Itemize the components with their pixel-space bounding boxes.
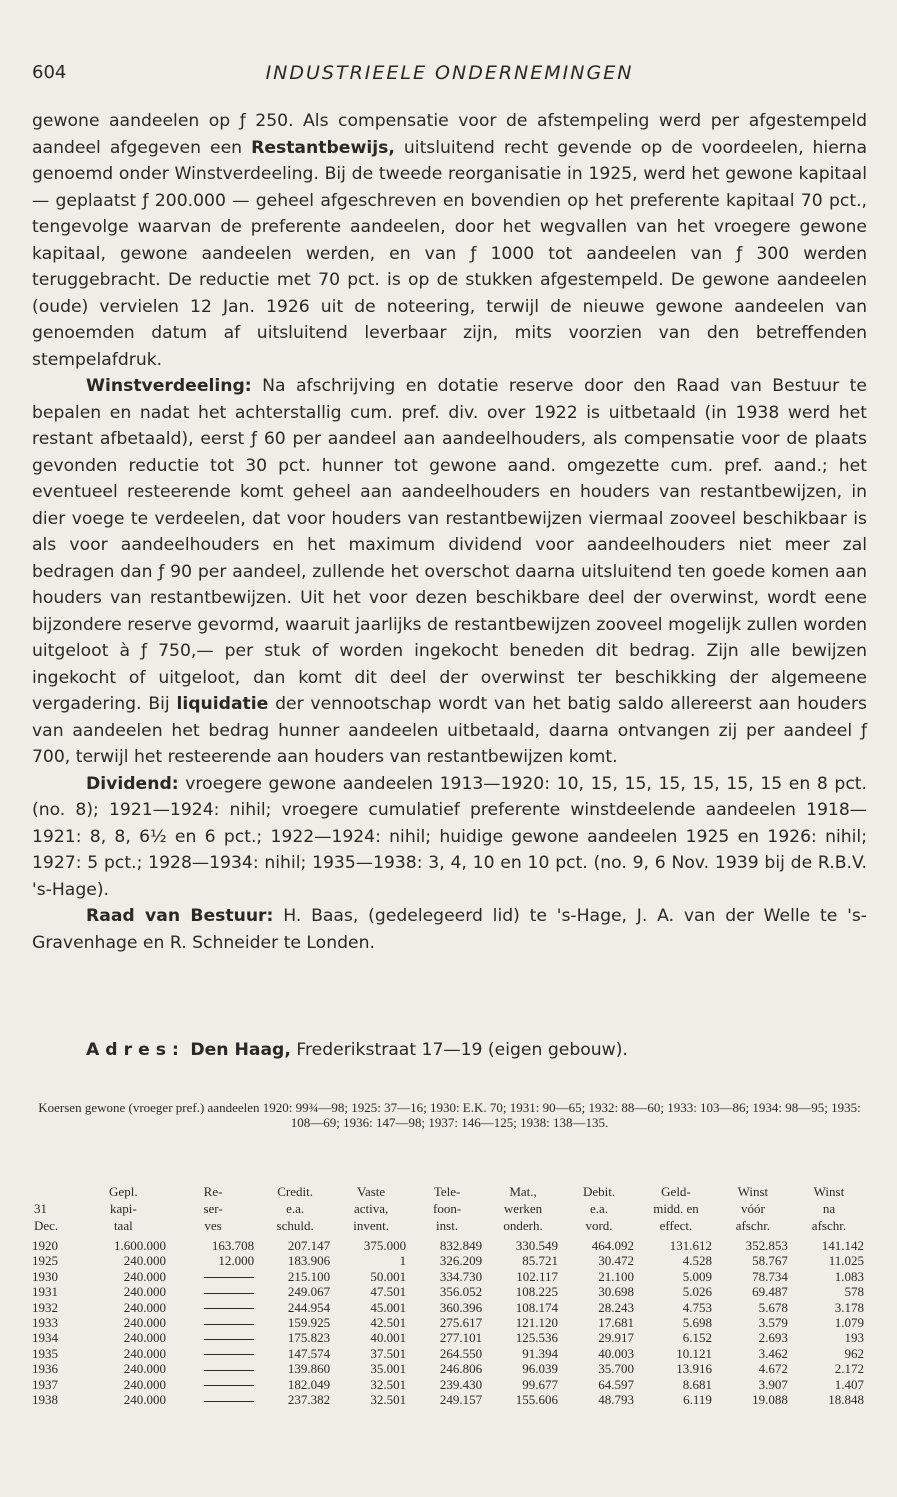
empty-dash (204, 1277, 254, 1278)
value-cell (169, 1377, 257, 1392)
column-header-line: Winst (813, 1184, 845, 1199)
value-cell: 832.849 (439, 1238, 483, 1253)
value-cell: 360.396 (439, 1299, 483, 1315)
value-cell (169, 1330, 257, 1345)
column-header (333, 1183, 409, 1238)
paragraph-winstverdeeling (32, 373, 867, 771)
table-row (32, 1392, 867, 1407)
text-run: gewone aandeelen op ƒ 250. Als compensatie voor de afstempeling werd per afgestempeld aandeel afgegeven een (32, 111, 867, 158)
value-cell: 1.079 (834, 1315, 864, 1331)
value-cell (169, 1315, 257, 1330)
value-cell: 4.528 (682, 1253, 712, 1269)
value-cell: 3.462 (758, 1345, 788, 1361)
value-cell: 175.823 (287, 1330, 331, 1346)
value-cell: 17.681 (598, 1315, 634, 1331)
text-run: H. Baas, (gedelegeerd lid) te 's-Hage, J. A. van der Welle te 's-Gravenhage en R. Schneider te Londen. (32, 906, 868, 953)
value-cell: 96.039 (522, 1361, 559, 1377)
column-header-line: Tele- (433, 1184, 461, 1199)
table-row (32, 1330, 867, 1345)
value-cell: 240.000 (123, 1330, 166, 1346)
value-cell: 10.121 (676, 1345, 712, 1361)
value-cell: 330.549 (515, 1238, 559, 1253)
value-cell: 1.600.000 (113, 1238, 166, 1253)
value-cell: 30.698 (598, 1284, 634, 1300)
table-row (32, 1300, 867, 1315)
value-cell: 78.734 (752, 1268, 788, 1284)
value-cell: 99.677 (522, 1376, 559, 1392)
year-cell: 1934 (32, 1330, 58, 1346)
column-header-line: Dec. (34, 1218, 59, 1233)
column-header-line: Credit. (277, 1184, 314, 1199)
value-cell: 5.698 (682, 1315, 712, 1331)
value-cell: 91.394 (522, 1345, 559, 1361)
value-cell: 3.907 (758, 1376, 788, 1392)
value-cell: 240.000 (123, 1253, 166, 1269)
year-cell: 1937 (32, 1376, 58, 1392)
table-row (32, 1284, 867, 1299)
table-row (32, 1269, 867, 1284)
column-header-line: onderh. (503, 1218, 543, 1233)
value-cell: 102.117 (516, 1268, 559, 1284)
bold-term: Dividend: (86, 773, 179, 794)
table-body (32, 1238, 867, 1407)
column-header (78, 1183, 169, 1238)
text-run: der vennootschap wordt van het batig saldo allereerst aan houders van aandeelen het bedrag hunner aandeelen uitbetaald, daarna ontvangen zij per aandeel ƒ 700, terwijl het resteerende aan houders van restantbewijzen komt. (32, 694, 867, 767)
value-cell: 147.574 (287, 1345, 331, 1361)
address-city: Den Haag, (190, 1040, 291, 1060)
running-title: INDUSTRIEELE ONDERNEMINGEN (265, 62, 634, 84)
column-header-line: na (822, 1201, 836, 1216)
year-cell: 1933 (32, 1315, 58, 1331)
value-cell: 375.000 (363, 1238, 407, 1253)
table-row (32, 1238, 867, 1253)
value-cell: 1 (399, 1253, 407, 1269)
column-header-line: Re- (203, 1184, 223, 1199)
value-cell: 163.708 (211, 1238, 255, 1253)
table-row (32, 1253, 867, 1268)
value-cell: 47.501 (370, 1284, 407, 1300)
value-cell: 13.916 (676, 1361, 712, 1377)
year-cell: 1931 (32, 1284, 58, 1300)
column-header-line: midd. en (653, 1201, 699, 1216)
column-header-line: afschr. (735, 1218, 771, 1233)
koersen-note: Koersen gewone (vroeger pref.) aandeelen 1920: 99¾—98; 1925: 37—16; 1930: E.K. 70; 1931: 90—65; 1932: 88—60; 1933: 103—86; 1934: 98—95; 1935: 108—69; 1936: 147—98; 1937: 146—125; 1938: 138—135. (38, 1100, 861, 1130)
column-header-line: Geld- (661, 1184, 691, 1199)
column-header (32, 1183, 78, 1238)
financial-table (32, 1183, 867, 1407)
year-cell: 1938 (32, 1392, 58, 1408)
value-cell: 464.092 (591, 1238, 634, 1253)
column-header-line: Gepl. (109, 1184, 138, 1199)
value-cell: 30.472 (598, 1253, 634, 1269)
value-cell: 29.917 (598, 1330, 634, 1346)
column-header-line: ves (204, 1218, 222, 1233)
value-cell: 264.550 (439, 1345, 483, 1361)
column-header-line: invent. (353, 1218, 389, 1233)
value-cell: 141.142 (821, 1238, 864, 1253)
value-cell: 246.806 (439, 1361, 483, 1377)
value-cell: 159.925 (287, 1315, 331, 1331)
address-street: Frederikstraat 17—19 (eigen gebouw). (290, 1040, 628, 1060)
column-header (715, 1183, 791, 1238)
value-cell: 6.119 (683, 1392, 712, 1408)
bold-term: liquidatie (176, 694, 269, 714)
column-header-line: vord. (585, 1218, 613, 1233)
column-header-line: Mat., (509, 1184, 537, 1199)
value-cell: 8.681 (682, 1376, 712, 1392)
value-cell: 40.003 (598, 1345, 634, 1361)
value-cell: 5.009 (682, 1268, 712, 1284)
column-header-line: afschr. (811, 1218, 847, 1233)
value-cell: 69.487 (752, 1284, 788, 1300)
value-cell: 155.606 (515, 1392, 559, 1408)
value-cell: 11.025 (828, 1253, 864, 1269)
column-header-line: taal (113, 1218, 133, 1233)
value-cell: 64.597 (598, 1376, 634, 1392)
column-header-line: ser- (203, 1201, 223, 1216)
column-header (257, 1183, 333, 1238)
value-cell: 240.000 (123, 1299, 166, 1315)
empty-dash (204, 1308, 254, 1309)
value-cell: 240.000 (123, 1268, 166, 1284)
year-cell: 1920 (32, 1238, 58, 1253)
value-cell: 215.100 (287, 1268, 331, 1284)
column-header-line: Vaste (357, 1184, 386, 1199)
value-cell: 240.000 (123, 1315, 166, 1331)
value-cell: 50.001 (370, 1268, 407, 1284)
column-header-line: foon- (432, 1201, 462, 1216)
year-cell: 1936 (32, 1361, 58, 1377)
value-cell: 40.001 (370, 1330, 407, 1346)
value-cell: 237.382 (287, 1392, 331, 1408)
value-cell: 121.120 (515, 1315, 559, 1331)
value-cell: 240.000 (123, 1345, 166, 1361)
value-cell: 125.536 (515, 1330, 559, 1346)
value-cell: 240.000 (123, 1376, 166, 1392)
value-cell: 239.430 (439, 1376, 483, 1392)
value-cell: 352.853 (745, 1238, 788, 1253)
value-cell: 182.049 (287, 1376, 331, 1392)
value-cell: 32.501 (370, 1376, 407, 1392)
value-cell: 32.501 (370, 1392, 407, 1408)
value-cell (169, 1361, 257, 1376)
value-cell: 193 (844, 1330, 864, 1346)
value-cell: 5.678 (758, 1299, 788, 1315)
value-cell: 249.067 (287, 1284, 331, 1300)
value-cell: 37.501 (370, 1345, 407, 1361)
empty-dash (204, 1324, 254, 1325)
column-header (409, 1183, 485, 1238)
value-cell: 58.767 (752, 1253, 788, 1269)
value-cell: 207.147 (287, 1238, 331, 1253)
value-cell (169, 1346, 257, 1361)
column-header-line: Winst (737, 1184, 769, 1199)
value-cell (169, 1300, 257, 1315)
value-cell: 108.174 (515, 1299, 559, 1315)
paragraph-raad-van-bestuur (32, 903, 867, 956)
value-cell: 35.700 (598, 1361, 634, 1377)
value-cell: 326.209 (439, 1253, 483, 1269)
table-row (32, 1315, 867, 1330)
empty-dash (204, 1293, 254, 1294)
page-number: 604 (32, 62, 67, 83)
value-cell: 18.848 (828, 1392, 864, 1408)
table-row (32, 1377, 867, 1392)
value-cell: 85.721 (522, 1253, 559, 1269)
value-cell: 19.088 (752, 1392, 788, 1408)
column-header-line: 31 (34, 1201, 47, 1216)
value-cell: 1.407 (834, 1376, 864, 1392)
table-row (32, 1346, 867, 1361)
table-row (32, 1361, 867, 1376)
value-cell: 356.052 (439, 1284, 483, 1300)
value-cell: 3.579 (758, 1315, 788, 1331)
value-cell: 108.225 (515, 1284, 559, 1300)
value-cell (169, 1284, 257, 1299)
value-cell: 2.172 (834, 1361, 864, 1377)
value-cell: 334.730 (439, 1268, 483, 1284)
column-header (561, 1183, 637, 1238)
value-cell: 3.178 (834, 1299, 864, 1315)
value-cell: 249.157 (439, 1392, 483, 1408)
value-cell: 35.001 (370, 1361, 407, 1377)
value-cell: 244.954 (287, 1299, 331, 1315)
text-run: vroegere gewone aandeelen 1913—1920: 10, 15, 15, 15, 15, 15, 15 en 8 pct. (no. 8); 1921—1924: nihil; vroegere cumulatief preferente winstdeelende aandeelen 1918—1921: 8, 8, 6½ en 6 pct.; 1922—1924: nihil; huidige gewone aandeelen 1925 en 1926: nihil; 1927: 5 pct.; 1928—1934: nihil; 1935—1938: 3, 4, 10 en 10 pct. (no. 9, 6 Nov. 1939 bij de R.B.V. 's-Hage). (32, 773, 867, 900)
value-cell: 240.000 (123, 1392, 166, 1408)
value-cell: 183.906 (287, 1253, 331, 1269)
empty-dash (204, 1354, 254, 1355)
value-cell: 45.001 (370, 1299, 407, 1315)
value-cell (169, 1392, 257, 1407)
table-header-row (32, 1183, 867, 1238)
column-header-line: e.a. (286, 1201, 305, 1216)
column-header (169, 1183, 257, 1238)
bold-term: Winstverdeeling: (86, 376, 252, 396)
year-cell: 1932 (32, 1299, 58, 1315)
value-cell: 6.152 (682, 1330, 712, 1346)
column-header (791, 1183, 867, 1238)
bold-term: Raad van Bestuur: (86, 906, 274, 926)
bold-term: Restantbewijs, (251, 137, 395, 158)
empty-dash (204, 1385, 254, 1386)
text-run: Na afschrijving en dotatie reserve door den Raad van Bestuur te bepalen en nadat het achterstallig cum. pref. div. over 1922 is uitbetaald (in 1938 werd het restant afbetaald), eerst ƒ 60 per aandeel aan aandeelhouders, als compensatie voor de plaats gevonden reductie tot 30 pct. hunner tot gewone aand. omgezette cum. pref. aand.; het eventueel resteerende komt geheel aan aandeelhouders en houders van restantbewijzen, in dier voege te verdeelen, dat voor houders van restantbewijzen viermaal zooveel beschikbaar is als voor aandeelhouders en het maximum dividend voor aandeelhouders niet meer zal bedragen dan ƒ 90 per aandeel, zullende het overschot daarna uitsluitend ten goede komen aan houders van restantbewijzen. Uit het voor dezen beschikbare deel der overwinst, wordt eene bijzondere reserve gevormd, waaruit jaarlijks de restantbewijzen zooveel mogelijk zullen worden uitgeloot à ƒ 750,— per stuk of worden ingekocht beneden dit bedrag. Zijn alle bewijzen ingekocht of uitgeloot, dan komt dit deel der overwinst ter beschikking der algemeene vergadering. Bij (32, 376, 867, 714)
column-header-line: schuld. (276, 1218, 314, 1233)
year-cell: 1935 (32, 1345, 58, 1361)
value-cell: 1.083 (834, 1268, 864, 1284)
value-cell: 962 (844, 1345, 864, 1361)
column-header-line: Debit. (582, 1184, 616, 1199)
value-cell: 21.100 (598, 1268, 634, 1284)
empty-dash (204, 1370, 254, 1371)
body-text (32, 108, 867, 956)
empty-dash (204, 1339, 254, 1340)
value-cell: 277.101 (439, 1330, 483, 1346)
value-cell: 42.501 (370, 1315, 407, 1331)
page-header (32, 62, 867, 92)
paragraph-reorganisatie (32, 108, 867, 373)
value-cell: 28.243 (598, 1299, 634, 1315)
year-cell: 1930 (32, 1268, 58, 1284)
address-line (86, 1040, 628, 1060)
paragraph-dividend (32, 771, 867, 904)
value-cell: 12.000 (218, 1253, 255, 1269)
value-cell: 48.793 (598, 1392, 634, 1408)
column-header-line: inst. (436, 1218, 459, 1233)
value-cell: 5.026 (682, 1284, 712, 1300)
value-cell: 275.617 (439, 1315, 483, 1331)
value-cell: 131.612 (669, 1238, 712, 1253)
value-cell: 240.000 (123, 1284, 166, 1300)
value-cell: 4.753 (682, 1299, 712, 1315)
value-cell: 139.860 (287, 1361, 331, 1377)
column-header-line: effect. (659, 1218, 693, 1233)
text-run: uitsluitend recht gevende op de voordeelen, hierna genoemd onder Winstverdeeling. Bij de tweede reorganisatie in 1925, werd het gewone kapitaal — geplaatst ƒ 200.000 — geheel afgeschreven en bovendien op het preferente kapitaal 70 pct., tengevolge waarvan de preferente aandeelen, door het wegvallen van het vroegere gewone kapitaal, gewone aandeelen werden, en van ƒ 1000 tot aandeelen van ƒ 300 werden teruggebracht. De reductie met 70 pct. is op de stukken afgestempeld. De gewone aandeelen (oude) vervielen 12 Jan. 1926 uit de noteering, terwijl de nieuwe gewone aandeelen van genoemden datum af uitsluitend leverbaar zijn, mits voorzien van den betreffenden stempelafdruk. (32, 137, 867, 370)
value-cell (169, 1269, 257, 1284)
column-header-line: e.a. (589, 1201, 609, 1216)
value-cell: 2.693 (758, 1330, 788, 1346)
column-header-line: kapi- (109, 1201, 137, 1216)
column-header (637, 1183, 715, 1238)
year-cell: 1925 (32, 1253, 58, 1269)
value-cell: 4.672 (758, 1361, 788, 1377)
value-cell: 240.000 (123, 1361, 166, 1377)
column-header-line: werken (503, 1201, 543, 1216)
empty-dash (204, 1401, 254, 1402)
value-cell: 578 (844, 1284, 864, 1300)
address-label: Adres: (86, 1040, 185, 1060)
column-header-line: vóór (741, 1201, 765, 1216)
column-header (485, 1183, 561, 1238)
column-header-line: activa, (353, 1201, 389, 1216)
